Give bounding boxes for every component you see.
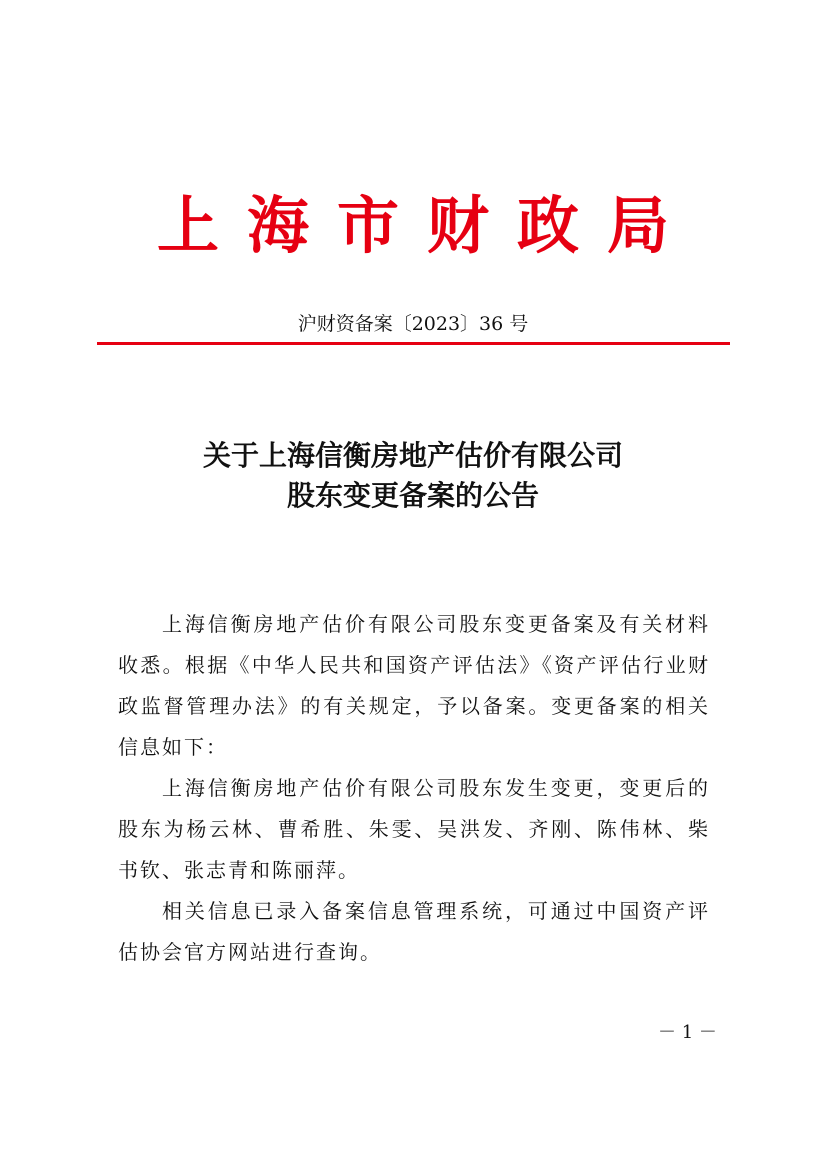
body-paragraph-1: 上海信衡房地产估价有限公司股东变更备案及有关材料收悉。根据《中华人民共和国资产评估法》《资产评估行业财政监督管理办法》的有关规定，予以备案。变更备案的相关信息如下： <box>118 612 710 759</box>
announcement-title-line-1: 关于上海信衡房地产估价有限公司 <box>202 439 623 472</box>
body-paragraph-3: 相关信息已录入备案信息管理系统，可通过中国资产评估协会官方网站进行查询。 <box>118 899 710 964</box>
announcement-title <box>0 436 826 516</box>
page-number: － 1 － <box>658 1022 717 1043</box>
masthead-title: 上海市财政局 <box>156 189 697 262</box>
announcement-title-line-2: 股东变更备案的公告 <box>286 479 539 512</box>
red-divider-line <box>97 342 730 345</box>
document-number: 沪财资备案〔2023〕36 号 <box>297 313 529 335</box>
announcement-body <box>118 604 710 973</box>
body-paragraph-2: 上海信衡房地产估价有限公司股东发生变更，变更后的股东为杨云林、曹希胜、朱雯、吴洪发、齐刚、陈伟林、柴书钦、张志青和陈丽萍。 <box>118 776 710 882</box>
